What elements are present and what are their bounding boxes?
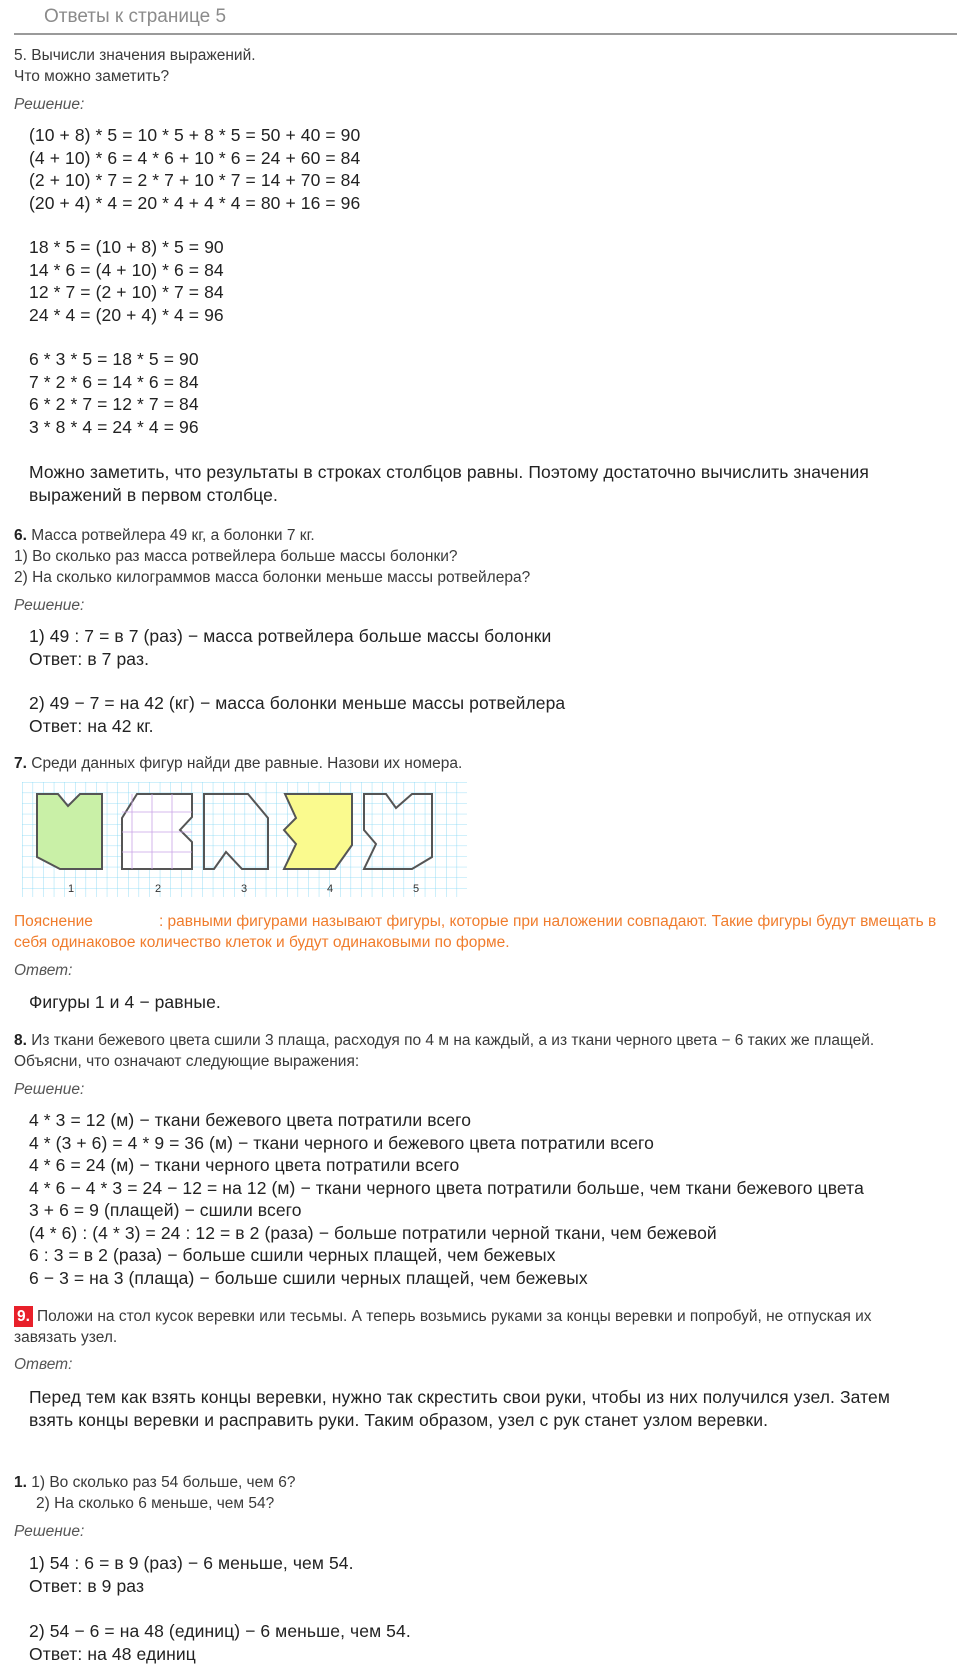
page-title: Ответы к странице 5	[44, 6, 227, 27]
task1-line2: 2) На сколько 6 меньше, чем 54?	[36, 1495, 275, 1512]
task8-answer-line: 4 * (3 + 6) = 4 * 9 = 36 (м) − ткани черного и бежевого цвета потратили всего	[29, 1132, 654, 1153]
task5-block1-line: (20 + 4) * 4 = 20 * 4 + 4 * 4 = 80 + 16 = 96	[29, 192, 361, 213]
task1-answer-line: 2) 54 − 6 = на 48 (единиц) − 6 меньше, чем 54.	[29, 1621, 411, 1641]
task1-answer-line: Ответ: в 9 раз	[29, 1576, 145, 1596]
task6-answer-line: 1) 49 : 7 = в 7 (раз) − масса ротвейлера больше массы болонки	[29, 626, 552, 646]
task8-answer-line: 3 + 6 = 9 (плащей) − сшили всего	[29, 1200, 302, 1220]
figure-label: 5	[413, 883, 420, 895]
task5-block1-line: (2 + 10) * 7 = 2 * 7 + 10 * 7 = 14 + 70 = 84	[29, 170, 361, 190]
task1-answer-line: Ответ: на 48 единиц	[29, 1644, 196, 1664]
figures-grid	[22, 782, 467, 897]
task1-number: 1.	[14, 1474, 27, 1491]
task5-block3-line: 6 * 2 * 7 = 12 * 7 = 84	[29, 394, 199, 414]
task8-line2: Объясни, что означают следующие выражения:	[14, 1053, 360, 1070]
task5-block1-line: (4 + 10) * 6 = 4 * 6 + 10 * 6 = 24 + 60 = 84	[29, 147, 361, 168]
task8-answer-line: 6 : 3 = в 2 (раза) − больше сшили черных плащей, чем бежевых	[29, 1245, 556, 1265]
task1-line1	[14, 1472, 295, 1493]
task7-explanation	[14, 911, 964, 953]
figure-label: 4	[327, 883, 334, 895]
task8-answer-line: (4 * 6) : (4 * 3) = 24 : 12 = в 2 (раза) − больше потратили черной ткани, чем бежевой	[29, 1222, 717, 1243]
task9-line2: завязать узел.	[14, 1329, 118, 1346]
explanation-text: : равными фигурами называют фигуры, которые при наложении совпадают. Такие фигуры будут вмещать в себя одинаковое количество клеток и будут одинаковыми по форме.	[14, 913, 937, 951]
figure-2	[122, 794, 192, 869]
task6-answer-line: Ответ: на 42 кг.	[29, 715, 154, 736]
task5-line2: Что можно заметить?	[14, 68, 170, 85]
task5-block2-line: 14 * 6 = (4 + 10) * 6 = 84	[29, 259, 224, 280]
figure-label: 1	[68, 883, 75, 895]
task5-block3-line: 7 * 2 * 6 = 14 * 6 = 84	[29, 371, 199, 392]
task6-text: Масса ротвейлера 49 кг, а болонки 7 кг.	[26, 527, 315, 544]
task7-answer: Фигуры 1 и 4 − равные.	[29, 992, 221, 1012]
task9-answer-line: взять концы веревки и расправить руки. Таким образом, узел с рук станет узлом веревки.	[29, 1410, 769, 1430]
task8-number: 8.	[14, 1032, 27, 1049]
task1-solution-label: Решение:	[14, 1523, 85, 1540]
task6-line3: 2) На сколько килограммов масса болонки меньше массы ротвейлера?	[14, 569, 531, 586]
task6-number: 6.	[14, 527, 27, 544]
task8-answer-line: 4 * 3 = 12 (м) − ткани бежевого цвета потратили всего	[29, 1110, 472, 1130]
task8-solution-label: Решение:	[14, 1081, 85, 1098]
task7-line	[14, 753, 462, 774]
task7-number: 7.	[14, 755, 27, 772]
figure-label: 2	[155, 883, 162, 895]
task5-line1: 5. Вычисли значения выражений.	[14, 47, 256, 64]
task6-answer-line: 2) 49 − 7 = на 42 (кг) − масса болонки меньше массы ротвейлера	[29, 693, 566, 713]
figure-1	[37, 794, 102, 869]
task7-text: Среди данных фигур найди две равные. Назови их номера.	[26, 755, 463, 772]
task1-text: 1) Во сколько раз 54 больше, чем 6?	[26, 1474, 296, 1491]
task5-conclusion: Можно заметить, что результаты в строках столбцов равны. Поэтому достаточно вычислить значения	[29, 462, 869, 482]
task8-line1	[14, 1030, 874, 1051]
page-header	[14, 0, 957, 35]
task9-number-badge: 9.	[14, 1306, 33, 1327]
explanation-heading: Пояснение	[14, 913, 93, 930]
task5-block1-line: (10 + 8) * 5 = 10 * 5 + 8 * 5 = 50 + 40 = 90	[29, 125, 361, 145]
task6-line2: 1) Во сколько раз масса ротвейлера больше массы болонки?	[14, 548, 458, 565]
task9-text: Положи на стол кусок веревки или тесьмы. А теперь возьмись руками за концы веревки и попробуй, не отпуская их	[36, 1308, 872, 1325]
task5-conclusion: выражений в первом столбце.	[29, 485, 278, 505]
figure-4	[284, 794, 352, 869]
figure-label: 3	[241, 883, 248, 895]
task5-block2-line: 18 * 5 = (10 + 8) * 5 = 90	[29, 237, 224, 257]
task9-line1	[14, 1306, 872, 1327]
task5-block2-line: 24 * 4 = (20 + 4) * 4 = 96	[29, 304, 224, 325]
task1-answer-line: 1) 54 : 6 = в 9 (раз) − 6 меньше, чем 54.	[29, 1553, 354, 1573]
task6-answer-line: Ответ: в 7 раз.	[29, 648, 150, 669]
task9-answer-label: Ответ:	[14, 1356, 73, 1373]
task5-block3-line: 3 * 8 * 4 = 24 * 4 = 96	[29, 416, 199, 437]
task7-answer-label: Ответ:	[14, 962, 73, 979]
task5-block2-line: 12 * 7 = (2 + 10) * 7 = 84	[29, 282, 224, 302]
task6-solution-label: Решение:	[14, 597, 85, 614]
task9-answer-line: Перед тем как взять концы веревки, нужно так скрестить свои руки, чтобы из них получился узел. Затем	[29, 1387, 890, 1407]
task8-text: Из ткани бежевого цвета сшили 3 плаща, расходуя по 4 м на каждый, а из ткани черного цвета − 6 таких же плащей.	[26, 1032, 875, 1049]
task8-answer-line: 4 * 6 = 24 (м) − ткани черного цвета потратили всего	[29, 1155, 460, 1175]
task5-solution-label: Решение:	[14, 96, 85, 113]
task8-answer-line: 4 * 6 − 4 * 3 = 24 − 12 = на 12 (м) − ткани черного цвета потратили больше, чем ткани бежевого цвета	[29, 1177, 864, 1198]
task8-answer-line: 6 − 3 = на 3 (плаща) − больше сшили черных плащей, чем бежевых	[29, 1267, 588, 1288]
task5-block3-line: 6 * 3 * 5 = 18 * 5 = 90	[29, 349, 199, 369]
task6-line1	[14, 525, 315, 546]
